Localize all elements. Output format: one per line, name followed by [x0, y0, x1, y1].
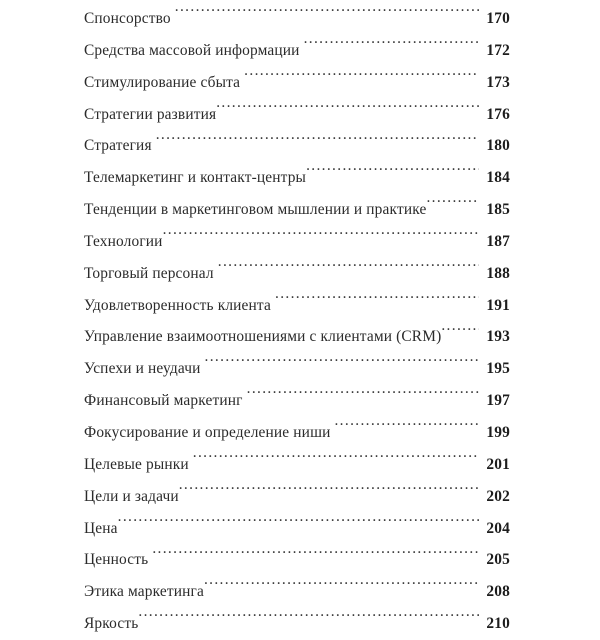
dot-leader [334, 422, 479, 437]
index-entry-title: Финансовый маркетинг [84, 392, 243, 410]
index-entry[interactable] [84, 226, 510, 258]
index-entry-title: Цели и задачи [84, 487, 179, 505]
index-entry-page-number: 195 [486, 360, 510, 378]
index-entry[interactable] [84, 162, 510, 194]
index-entry-title: Торговый персонал [84, 264, 214, 282]
index-entry[interactable] [84, 449, 510, 481]
dot-leader [304, 39, 479, 54]
index-entry[interactable] [84, 99, 510, 131]
index-entry-title: Яркость [84, 615, 139, 633]
index-entry-page-number: 197 [486, 392, 510, 410]
dot-leader [205, 358, 479, 373]
dot-leader [118, 517, 479, 532]
index-entry[interactable] [84, 130, 510, 162]
index-entry-title: Целевые рынки [84, 455, 189, 473]
index-entry-list [84, 3, 510, 640]
index-entry-page-number: 193 [486, 328, 510, 346]
index-entry[interactable] [84, 544, 510, 576]
dot-leader [244, 71, 479, 86]
index-entry-title: Цена [84, 519, 118, 537]
index-entry-page-number: 202 [486, 487, 510, 505]
index-entry-title: Фокусирование и определение ниши [84, 423, 331, 441]
index-entry-page-number: 180 [486, 137, 510, 155]
index-entry-title: Удовлетворенность клиента [84, 296, 271, 314]
index-entry-title: Управление взаимоотношениями с клиентами (CRM) [84, 328, 442, 346]
index-entry-title: Спонсорство [84, 10, 171, 27]
index-entry-title: Средства массовой информации [84, 41, 300, 59]
index-entry-page-number: 210 [486, 615, 510, 633]
index-entry-title: Стратегия [84, 137, 152, 155]
index-entry[interactable] [84, 194, 510, 226]
dot-leader [138, 613, 479, 628]
dot-leader [441, 326, 479, 341]
index-entry-page-number: 199 [486, 423, 510, 441]
dot-leader [204, 581, 479, 596]
dot-leader [179, 485, 479, 500]
index-entry-page-number: 204 [486, 519, 510, 537]
dot-leader [216, 103, 479, 118]
index-entry[interactable] [84, 417, 510, 449]
dot-leader [306, 167, 479, 182]
index-entry[interactable] [84, 35, 510, 67]
dot-leader [218, 262, 479, 277]
index-entry-page-number: 173 [486, 73, 510, 91]
index-entry-title: Стимулирование сбыта [84, 73, 241, 91]
index-entry[interactable] [84, 67, 510, 99]
index-entry-page-number: 205 [486, 551, 510, 569]
index-entry[interactable] [84, 3, 510, 35]
dot-leader [152, 549, 479, 564]
index-entry[interactable] [84, 513, 510, 545]
index-entry-page-number: 187 [486, 232, 510, 250]
index-entry-page-number: 172 [486, 41, 510, 59]
index-entry-title: Телемаркетинг и контакт-центры [84, 169, 307, 187]
index-entry[interactable] [84, 353, 510, 385]
dot-leader [247, 390, 479, 405]
index-entry-title: Ценность [84, 551, 149, 569]
index-entry[interactable] [84, 258, 510, 290]
index-entry-title: Успехи и неудачи [84, 360, 201, 378]
index-entry-page-number: 188 [486, 264, 510, 282]
dot-leader [175, 8, 479, 23]
index-entry-page-number: 176 [486, 105, 510, 123]
dot-leader [426, 199, 479, 214]
index-entry-title: Технологии [84, 232, 163, 250]
index-entry-page-number: 170 [486, 10, 510, 27]
index-entry-title: Стратегии развития [84, 105, 217, 123]
index-entry[interactable] [84, 385, 510, 417]
index-entry[interactable] [84, 290, 510, 322]
index-entry[interactable] [84, 608, 510, 640]
index-entry-page-number: 185 [486, 201, 510, 219]
index-entry-title: Этика маркетинга [84, 583, 204, 601]
dot-leader [275, 294, 479, 309]
index-entry[interactable] [84, 481, 510, 513]
dot-leader [193, 453, 479, 468]
index-entry-page-number: 191 [486, 296, 510, 314]
dot-leader [163, 231, 479, 246]
index-entry-title: Тенденции в маркетинговом мышлении и практике [84, 201, 427, 219]
index-entry-page-number: 184 [486, 169, 510, 187]
dot-leader [156, 135, 479, 150]
index-entry[interactable] [84, 576, 510, 608]
index-entry[interactable] [84, 321, 510, 353]
index-entry-page-number: 201 [486, 455, 510, 473]
index-entry-page-number: 208 [486, 583, 510, 601]
